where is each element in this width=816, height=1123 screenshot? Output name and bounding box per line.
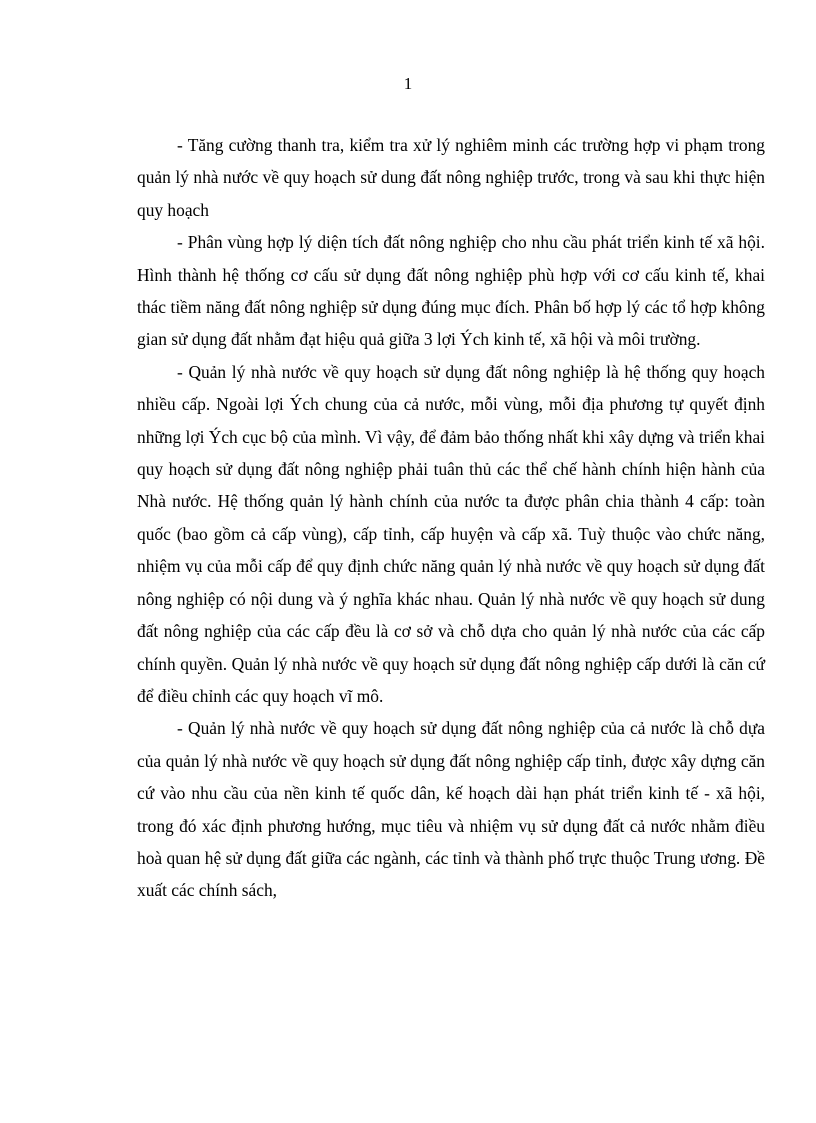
document-body: [137, 129, 765, 907]
paragraph-multilevel-planning: - Quản lý nhà nước về quy hoạch sử dụng đất nông nghiệp là hệ thống quy hoạch nhiều cấp. Ngoài lợi Ých chung của cả nước, mỗi vùng, mỗi địa phương tự quyết định những lợi Ých cục bộ của mình. Vì vậy, để đảm bảo thống nhất khi xây dựng và triển khai quy hoạch sử dụng đất nông nghiệp phải tuân thủ các thể chế hành chính hiện hành của Nhà nước. Hệ thống quản lý hành chính của nước ta được phân chia thành 4 cấp: toàn quốc (bao gồm cả cấp vùng), cấp tỉnh, cấp huyện và cấp xã. Tuỳ thuộc vào chức năng, nhiệm vụ của mỗi cấp để quy định chức năng quản lý nhà nước về quy hoạch sử dụng đất nông nghiệp có nội dung và ý nghĩa khác nhau. Quản lý nhà nước về quy hoạch sử dung đất nông nghiệp của các cấp đều là cơ sở và chỗ dựa cho quản lý nhà nước của các cấp chính quyền. Quản lý nhà nước về quy hoạch sử dụng đất nông nghiệp cấp dưới là căn cứ để điều chỉnh các quy hoạch vĩ mô.: [137, 361, 765, 706]
page-number: 1: [403, 74, 413, 93]
paragraph-inspection: - Tăng cường thanh tra, kiểm tra xử lý nghiêm minh các trường hợp vi phạm trong quản lý nhà nước về quy hoạch sử dung đất nông nghiệp trước, trong và sau khi thực hiện quy hoạch: [137, 135, 765, 220]
paragraph-zoning: - Phân vùng hợp lý diện tích đất nông nghiệp cho nhu cầu phát triển kinh tế xã hội. Hình thành hệ thống cơ cấu sử dụng đất nông nghiệp phù hợp với cơ cấu kinh tế, khai thác tiềm năng đất nông nghiệp sử dụng đúng mục đích. Phân bố hợp lý các tổ hợp không gian sử dụng đất nhằm đạt hiệu quả giữa 3 lợi Ých kinh tế, xã hội và môi trường.: [137, 232, 765, 350]
paragraph-national-planning: - Quản lý nhà nước về quy hoạch sử dụng đất nông nghiệp của cả nước là chỗ dựa của quản lý nhà nước về quy hoạch sử dụng đất nông nghiệp cấp tỉnh, được xây dựng căn cứ vào nhu cầu của nền kinh tế quốc dân, kế hoạch dài hạn phát triển kinh tế - xã hội, trong đó xác định phương hướng, mục tiêu và nhiệm vụ sử dụng đất cả nước nhằm điều hoà quan hệ sử dụng đất giữa các ngành, các tỉnh và thành phố trực thuộc Trung ương. Đề xuất các chính sách,: [137, 718, 765, 901]
